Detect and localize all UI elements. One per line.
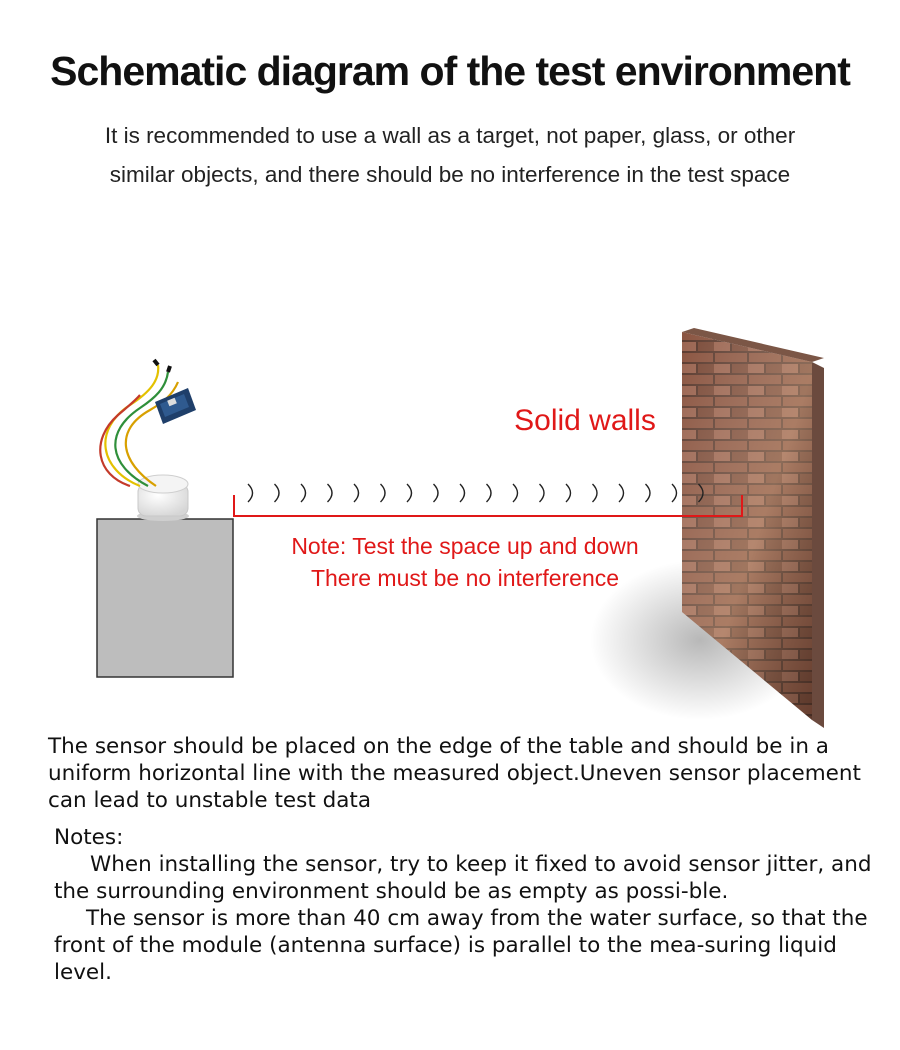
wave-arc [593,484,598,502]
table [97,519,233,677]
notes-heading: Notes: [54,825,124,850]
wave-arc [301,484,306,502]
wave-arc [354,484,359,502]
solid-walls-label: Solid walls [514,404,656,437]
wave-arc [513,484,518,502]
wave-arc [328,484,333,502]
notes-section [54,824,884,986]
wave-arcs [248,484,703,502]
wave-arc [646,484,651,502]
wave-arc [672,484,677,502]
wave-arc [248,484,253,502]
note-item-1: When installing the sensor, try to keep it fixed to avoid sensor jitter, and the surrounding environment should be as empty as possi-ble. [54,852,872,904]
wave-arc [619,484,624,502]
interference-note-line1: Note: Test the space up and down [291,533,639,559]
wave-arc [487,484,492,502]
wave-arc [407,484,412,502]
sensor-wires [100,360,178,486]
wave-arc [540,484,545,502]
radar-sensor [137,475,189,521]
note-item-2: The sensor is more than 40 cm away from the water surface, so that the front of the module (antenna surface) is parallel to the mea-suring liquid level. [54,906,868,985]
wave-arc [434,484,439,502]
wave-arc [460,484,465,502]
wave-arc [381,484,386,502]
wave-arc [566,484,571,502]
sensor-module-board [155,388,196,424]
page-subtitle: It is recommended to use a wall as a target, not paper, glass, or other similar objects, and there should be no interference in the test space [104,123,796,187]
wave-arc [275,484,280,502]
interference-note [240,530,690,594]
placement-instructions: The sensor should be placed on the edge of the table and should be in a uniform horizontal line with the measured object.Uneven sensor placement can lead to unstable test data [48,734,861,813]
page-title: Schematic diagram of the test environment [50,48,850,94]
measurement-line [234,495,742,516]
interference-note-line2: There must be no interference [310,565,620,591]
